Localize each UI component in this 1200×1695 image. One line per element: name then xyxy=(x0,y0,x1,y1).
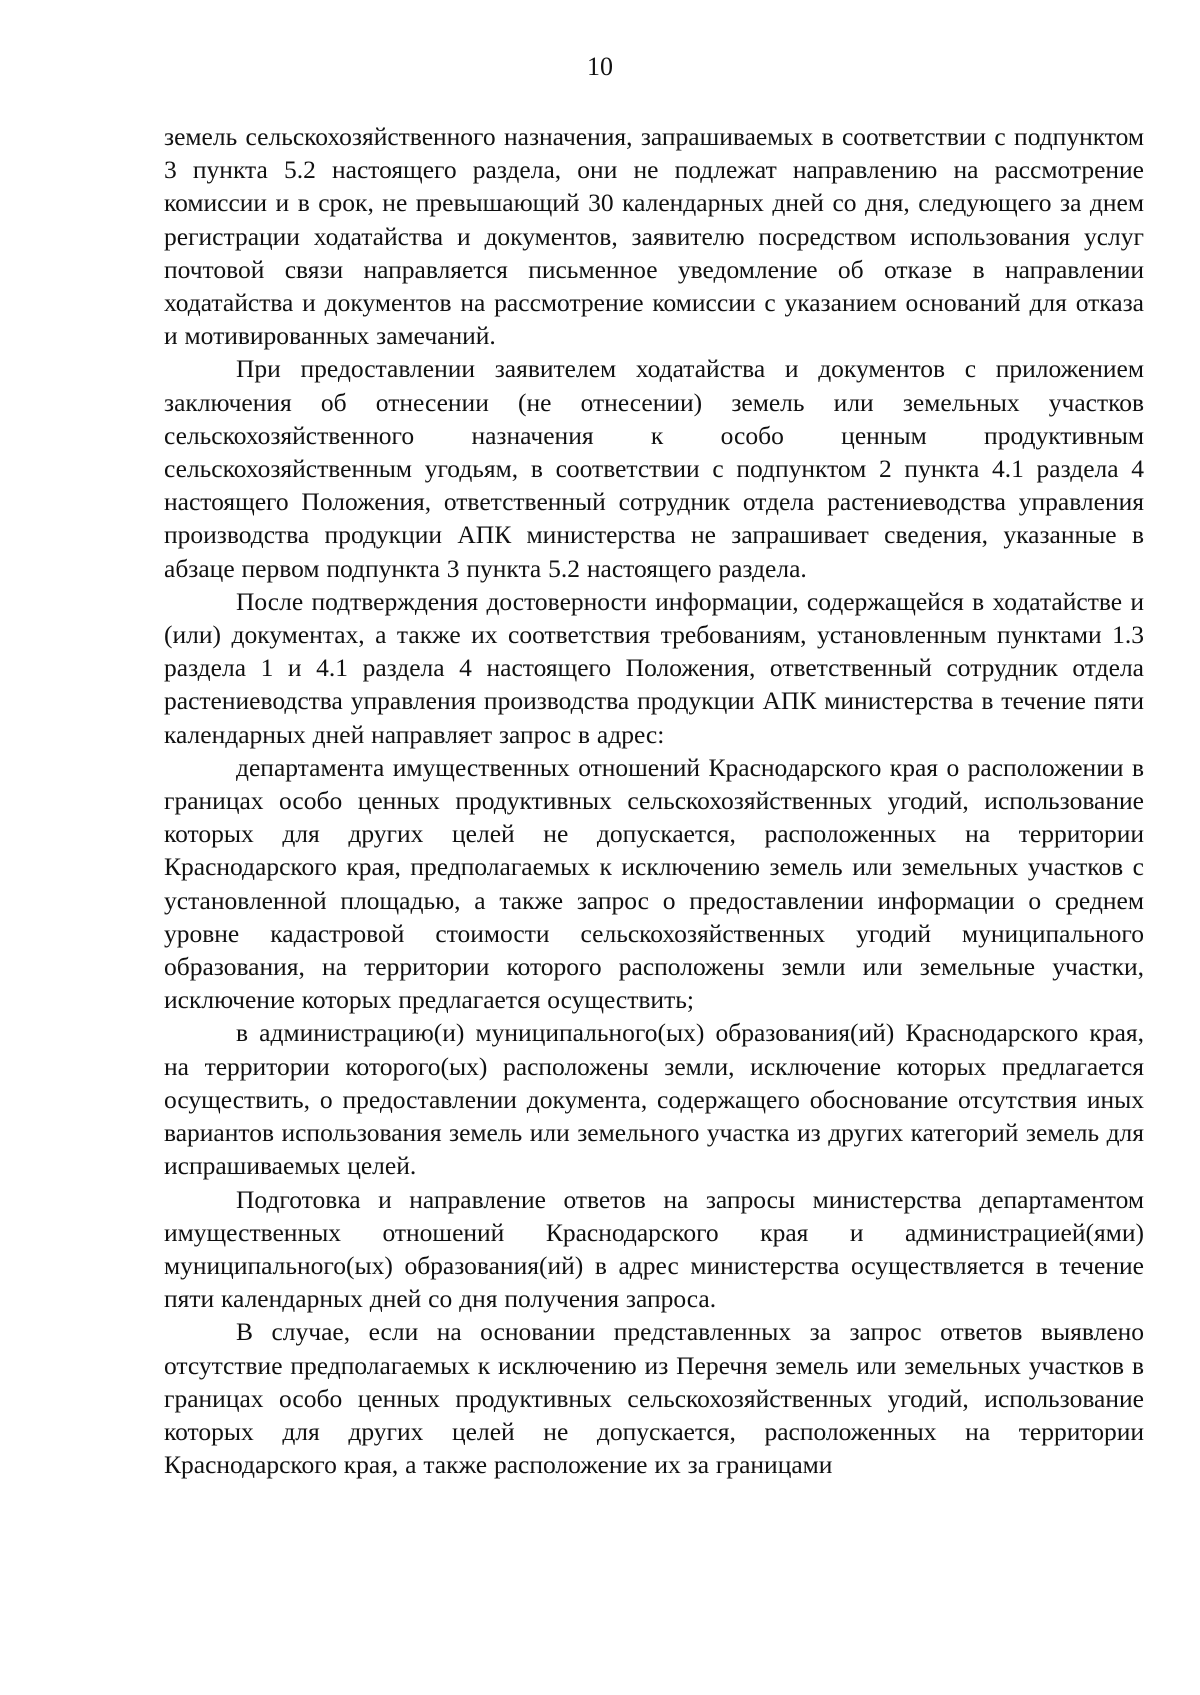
paragraph-case-absence: В случае, если на основании представленных за запрос ответов выявлено отсутствие предполагаемых к исключению из Перечня земель или земельных участков в границах особо ценных продуктивных сельскохозяйственных угодий, использование которых для других целей не допускается, расположенных на территории Краснодарского края, а также расположение их за границами xyxy=(164,1317,1144,1480)
paragraph-continuation: земель сельскохозяйственного назначения, запрашиваемых в соответствии с подпунктом 3 пункта 5.2 настоящего раздела, они не подлежат направлению на рассмотрение комиссии и в срок, не превышающий 30 календарных дней со дня, следующего за днем регистрации ходатайства и документов, заявителю посредством использования услуг почтовой связи направляется письменное уведомление об отказе в направлении ходатайства и документов на рассмотрение комиссии с указанием оснований для отказа и мотивированных замечаний. xyxy=(164,122,1144,351)
paragraph-property-department-request: департамента имущественных отношений Краснодарского края о расположении в границах особо ценных продуктивных сельскохозяйственных угодий, использование которых для других целей не допускается, расположенных на территории Краснодарского края, предполагаемых к исключению земель или земельных участков с установленной площадью, а также запрос о предоставлении информации о среднем уровне кадастровой стоимости сельскохозяйственных угодий муниципального образования, на территории которого расположены земли или земельные участки, исключение которых предлагается осуществить; xyxy=(164,752,1144,1015)
paragraph-conclusion-provided: При предоставлении заявителем ходатайства и документов с приложением заключения об отнесении (не отнесении) земель или земельных участков сельскохозяйственного назначения к особо ценным продуктивным сельскохозяйственным угодьям, в соответствии с подпунктом 2 пункта 4.1 раздела 4 настоящего Положения, ответственный сотрудник отдела растениеводства управления производства продукции АПК министерства не запрашивает сведения, указанные в абзаце первом подпункта 3 пункта 5.2 настоящего раздела. xyxy=(164,354,1144,583)
paragraph-after-verification: После подтверждения достоверности информации, содержащейся в ходатайстве и (или) документах, а также их соответствия требованиям, установленным пунктами 1.3 раздела 1 и 4.1 раздела 4 настоящего Положения, ответственный сотрудник отдела растениеводства управления производства продукции АПК министерства в течение пяти календарных дней направляет запрос в адрес: xyxy=(164,586,1144,749)
document-body xyxy=(164,120,1144,1481)
paragraph-municipal-administration-request: в администрацию(и) муниципального(ых) образования(ий) Краснодарского края, на территории которого(ых) расположены земли, исключение которых предлагается осуществить, о предоставлении документа, содержащего обоснование отсутствия иных вариантов использования земель или земельного участка из других категорий земель для испрашиваемых целей. xyxy=(164,1018,1144,1181)
page-number: 10 xyxy=(587,52,613,81)
paragraph-response-preparation: Подготовка и направление ответов на запросы министерства департаментом имущественных отношений Краснодарского края и администрацией(ями) муниципального(ых) образования(ий) в адрес министерства осуществляется в течение пяти календарных дней со дня получения запроса. xyxy=(164,1184,1144,1314)
